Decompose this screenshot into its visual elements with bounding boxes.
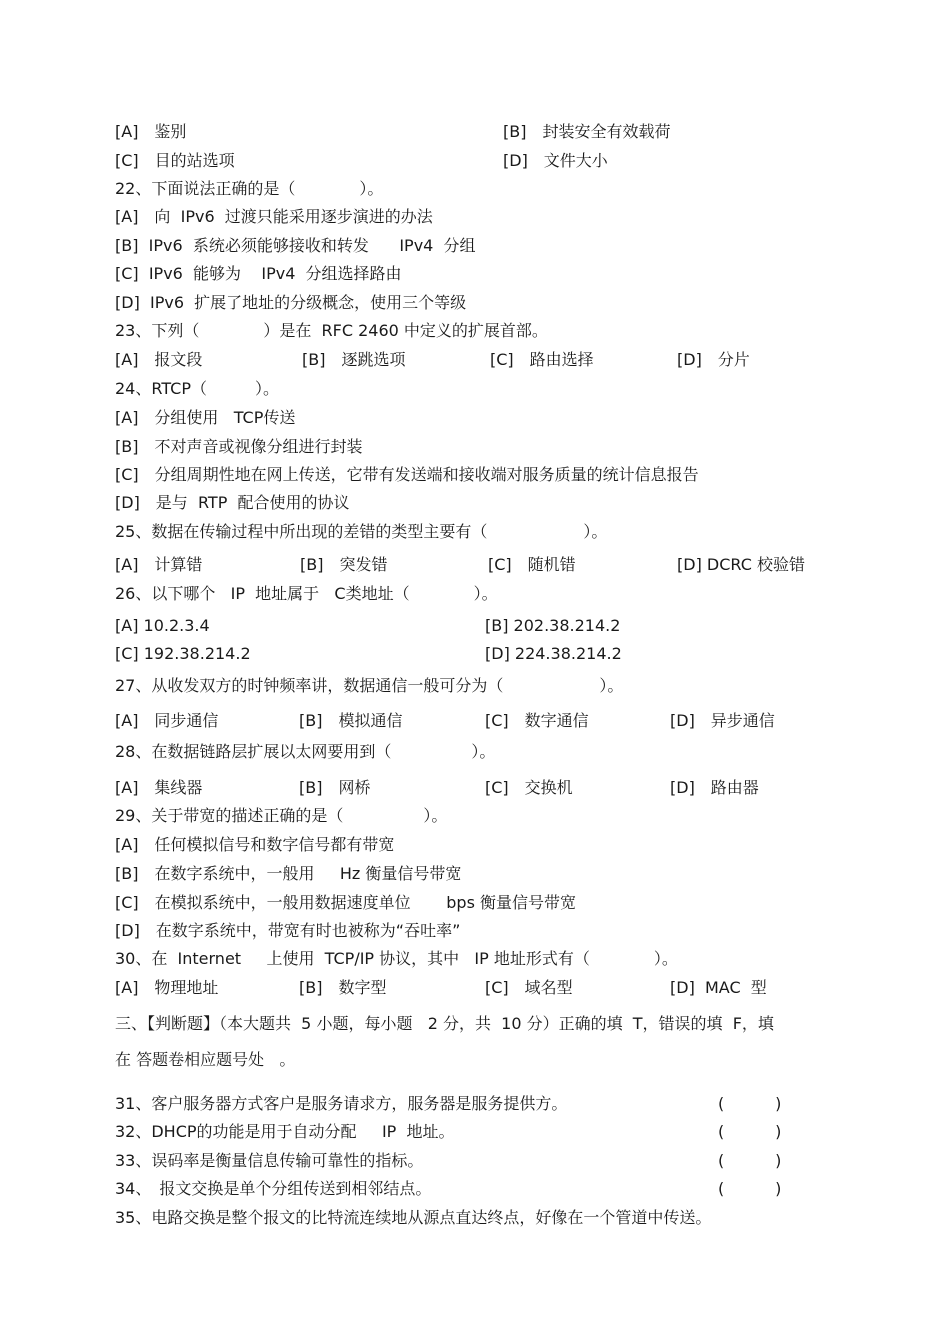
- text-line-l12-0: [B] 不对声音或视像分组进行封装: [115, 437, 363, 456]
- text-line-l34-1: ( ): [718, 1122, 782, 1141]
- text-line-l11-0: [A] 分组使用 TCP传送: [115, 408, 296, 427]
- text-line-l09-0: [A] 报文段: [115, 350, 203, 369]
- text-line-l16-3: [D] DCRC 校验错: [677, 555, 805, 574]
- text-line-l01-1: [B] 封装安全有效载荷: [503, 122, 671, 141]
- text-line-l21-1: [B] 模拟通信: [299, 711, 403, 730]
- text-line-l30-2: [C] 域名型: [485, 978, 573, 997]
- text-line-l03-0: 22、下面说法正确的是（ ）。: [115, 179, 384, 198]
- text-line-l26-0: [B] 在数字系统中，一般用 Hz 衡量信号带宽: [115, 864, 462, 883]
- text-line-l20-0: 27、从收发双方的时钟频率讲，数据通信一般可分为（ ）。: [115, 676, 624, 695]
- text-line-l35-1: ( ): [718, 1151, 782, 1170]
- text-line-l37-0: 35、电路交换是整个报文的比特流连续地从源点直达终点，好像在一个管道中传送。: [115, 1208, 712, 1227]
- text-line-l17-0: 26、以下哪个 IP 地址属于 C类地址（ ）。: [115, 584, 498, 603]
- text-line-l23-1: [B] 网桥: [299, 778, 371, 797]
- text-line-l10-0: 24、RTCP（ ）。: [115, 379, 279, 398]
- text-line-l25-0: [A] 任何模拟信号和数字信号都有带宽: [115, 835, 395, 854]
- text-line-l22-0: 28、在数据链路层扩展以太网要用到（ ）。: [115, 742, 496, 761]
- text-line-l29-0: 30、在 Internet 上使用 TCP/IP 协议，其中 IP 地址形式有（ ）。: [115, 949, 678, 968]
- text-line-l02-0: [C] 目的站选项: [115, 151, 235, 170]
- text-line-l23-3: [D] 路由器: [670, 778, 759, 797]
- text-line-l09-1: [B] 逐跳选项: [302, 350, 406, 369]
- text-line-l19-0: [C] 192.38.214.2: [115, 644, 251, 663]
- text-line-l32-0: 在 答题卷相应题号处 。: [115, 1050, 296, 1069]
- text-line-l23-2: [C] 交换机: [485, 778, 573, 797]
- text-line-l27-0: [C] 在模拟系统中，一般用数据速度单位 bps 衡量信号带宽: [115, 893, 576, 912]
- text-line-l15-0: 25、数据在传输过程中所出现的差错的类型主要有（ ）。: [115, 522, 608, 541]
- text-line-l02-1: [D] 文件大小: [503, 151, 608, 170]
- text-line-l16-1: [B] 突发错: [300, 555, 388, 574]
- text-line-l07-0: [D] IPv6 扩展了地址的分级概念，使用三个等级: [115, 293, 467, 312]
- text-line-l33-0: 31、客户服务器方式客户是服务请求方，服务器是服务提供方。: [115, 1094, 568, 1113]
- text-line-l08-0: 23、下列（ ）是在 RFC 2460 中定义的扩展首部。: [115, 321, 548, 340]
- text-line-l30-1: [B] 数字型: [299, 978, 387, 997]
- text-line-l09-2: [C] 路由选择: [490, 350, 594, 369]
- text-line-l28-0: [D] 在数字系统中，带宽有时也被称为“吞吐率”: [115, 921, 461, 940]
- text-line-l30-3: [D] MAC 型: [670, 978, 767, 997]
- text-line-l23-0: [A] 集线器: [115, 778, 203, 797]
- text-line-l09-3: [D] 分片: [677, 350, 750, 369]
- text-line-l36-1: ( ): [718, 1179, 782, 1198]
- text-line-l19-1: [D] 224.38.214.2: [485, 644, 622, 663]
- text-line-l18-1: [B] 202.38.214.2: [485, 616, 621, 635]
- text-line-l36-0: 34、 报文交换是单个分组传送到相邻结点。: [115, 1179, 432, 1198]
- text-line-l33-1: ( ): [718, 1094, 782, 1113]
- text-line-l14-0: [D] 是与 RTP 配合使用的协议: [115, 493, 350, 512]
- text-line-l13-0: [C] 分组周期性地在网上传送，它带有发送端和接收端对服务质量的统计信息报告: [115, 465, 699, 484]
- text-line-l16-0: [A] 计算错: [115, 555, 203, 574]
- text-line-l18-0: [A] 10.2.3.4: [115, 616, 210, 635]
- text-line-l31-0: 三、【判断题】（本大题共 5 小题，每小题 2 分，共 10 分）正确的填 T，错误的填 F，填: [115, 1014, 774, 1033]
- text-line-l21-2: [C] 数字通信: [485, 711, 589, 730]
- text-line-l16-2: [C] 随机错: [488, 555, 576, 574]
- text-line-l35-0: 33、误码率是衡量信息传输可靠性的指标。: [115, 1151, 424, 1170]
- text-line-l34-0: 32、DHCP的功能是用于自动分配 IP 地址。: [115, 1122, 455, 1141]
- text-line-l05-0: [B] IPv6 系统必须能够接收和转发 IPv4 分组: [115, 236, 476, 255]
- text-line-l24-0: 29、关于带宽的描述正确的是（ ）。: [115, 806, 448, 825]
- text-line-l30-0: [A] 物理地址: [115, 978, 219, 997]
- text-line-l21-0: [A] 同步通信: [115, 711, 219, 730]
- text-line-l04-0: [A] 向 IPv6 过渡只能采用逐步演进的办法: [115, 207, 433, 226]
- text-line-l01-0: [A] 鉴别: [115, 122, 187, 141]
- text-line-l06-0: [C] IPv6 能够为 IPv4 分组选择路由: [115, 264, 402, 283]
- text-line-l21-3: [D] 异步通信: [670, 711, 775, 730]
